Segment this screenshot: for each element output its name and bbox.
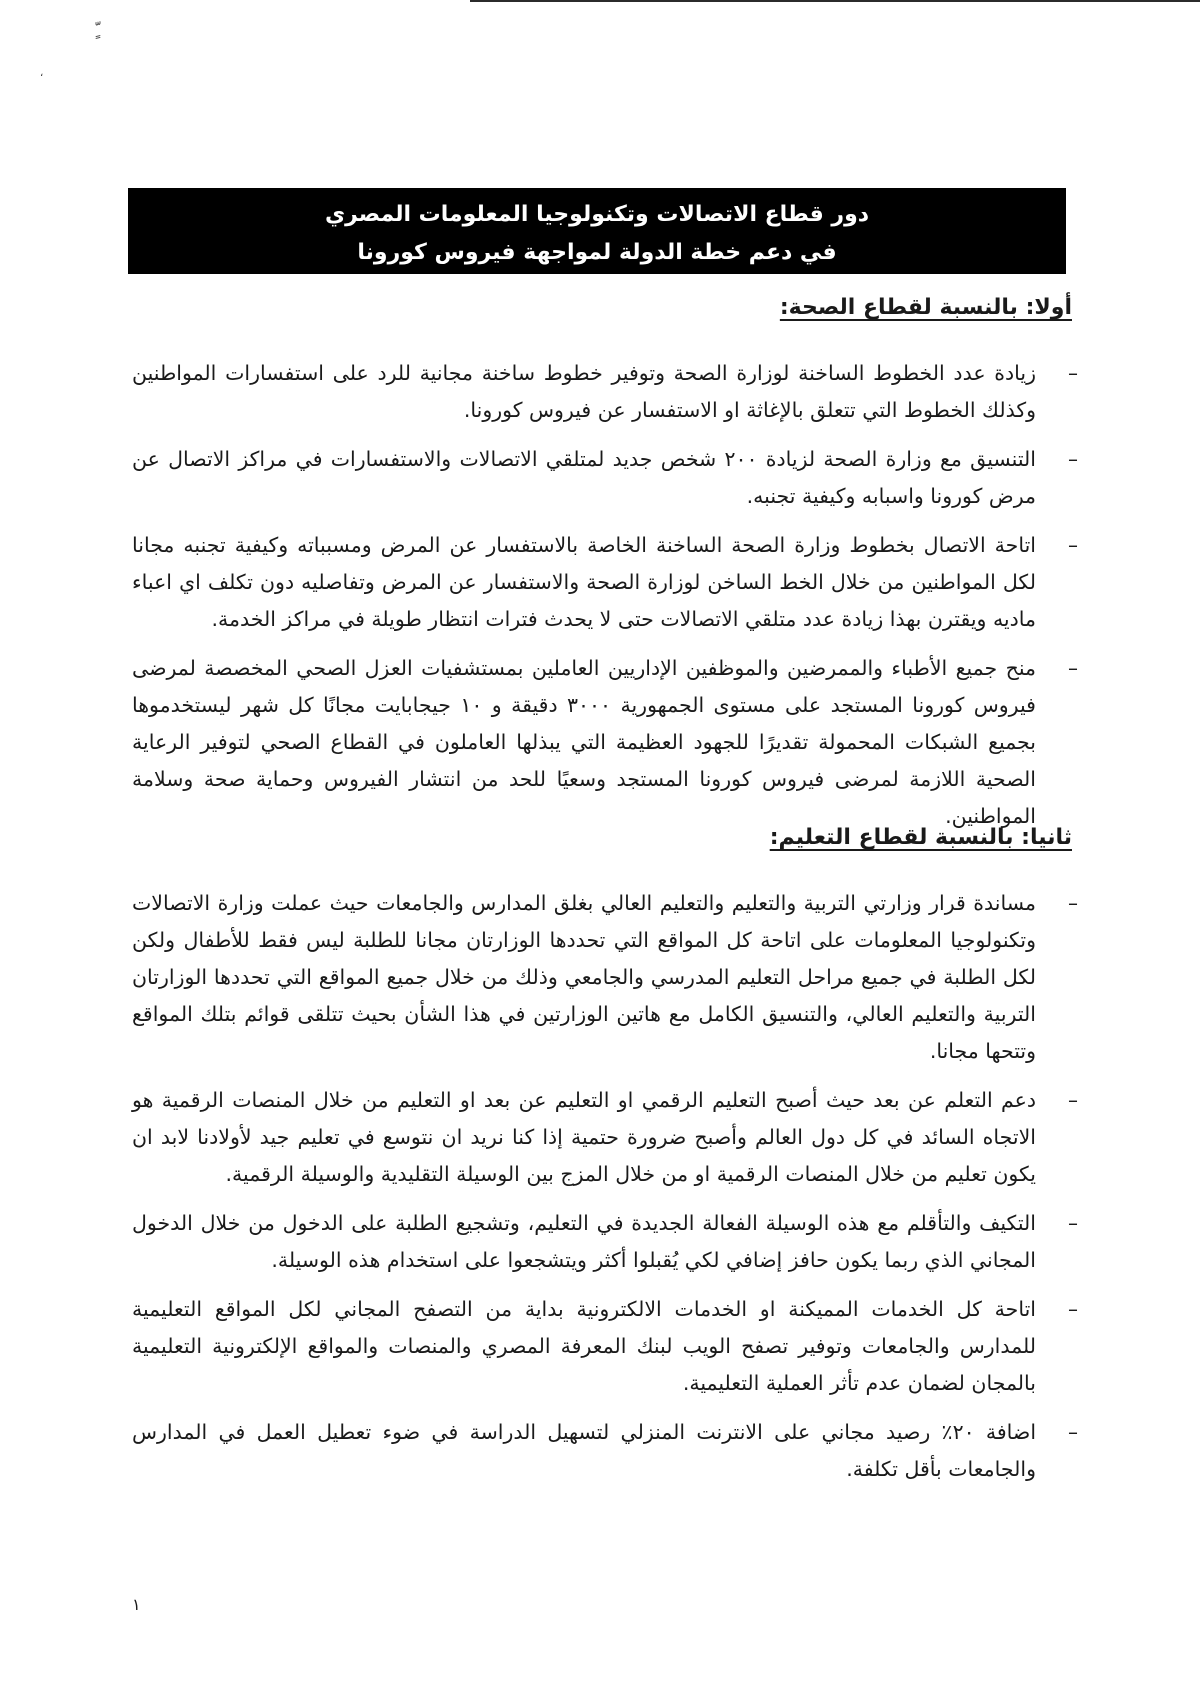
list-item — [132, 1082, 1082, 1193]
bullet-dash: – — [1068, 1420, 1078, 1444]
education-bullet-list — [132, 885, 1082, 1488]
bullet-text: مساندة قرار وزارتي التربية والتعليم والتعليم العالي بغلق المدارس والجامعات حيث عملت وزارة الاتصالات وتكنولوجيا المعلومات على اتاحة كل المواقع التي تحددها الوزارتان مجانا للطلبة ليس فقط للأطفال ولكن لكل الطلبة في جميع مراحل التعليم المدرسي والجامعي وذلك من خلال جميع المواقع التي تحددها الوزارتان التربية والتعليم العالي، والتنسيق الكامل مع هاتين الوزارتين في هذا الشأن بحيث تتلقى قوائم بتلك المواقع وتتحها مجانا. — [132, 891, 1036, 1063]
bullet-text: زيادة عدد الخطوط الساخنة لوزارة الصحة وتوفير خطوط ساخنة مجانية للرد على استفسارات المواطنين وكذلك الخطوط التي تتعلق بالإغاثة او الاستفسار عن فيروس كورونا. — [132, 361, 1036, 422]
scan-dot: ، — [40, 68, 44, 79]
page-number: ١ — [132, 1595, 141, 1614]
bullet-text: دعم التعلم عن بعد حيث أصبح التعليم الرقمي او التعليم عن بعد او التعليم من خلال المنصات الرقمية هو الاتجاه السائد في كل دول العالم وأصبح ضرورة حتمية إذا كنا نريد ان نتوسع في تعليم جيد لأولادنا لابد ان يكون تعليم من خلال المنصات الرقمية او من خلال المزج بين الوسيلة التقليدية والوسيلة الرقمية. — [132, 1088, 1036, 1186]
section-heading-health: أولا: بالنسبة لقطاع الصحة: — [779, 295, 1072, 320]
list-item — [132, 1414, 1082, 1488]
bullet-dash: – — [1068, 656, 1078, 680]
health-bullet-list — [132, 355, 1082, 835]
document-title-line-1: دور قطاع الاتصالات وتكنولوجيا المعلومات المصري — [324, 202, 870, 227]
bullet-dash: – — [1068, 1088, 1078, 1112]
bullet-dash: – — [1068, 533, 1078, 557]
bullet-text: التنسيق مع وزارة الصحة لزيادة ٢٠٠ شخص جديد لمتلقي الاتصالات والاستفسارات في مراكز الاتصال عن مرض كورونا واسبابه وكيفية تجنبه. — [132, 447, 1036, 508]
list-item — [132, 527, 1082, 638]
bullet-text: التكيف والتأقلم مع هذه الوسيلة الفعالة الجديدة في التعليم، وتشجيع الطلبة على الدخول من خلال الدخول المجاني الذي ربما يكون حافز إضافي لكي يُقبلوا أكثر ويتشجعوا على استخدام هذه الوسيلة. — [132, 1211, 1036, 1272]
list-item — [132, 1291, 1082, 1402]
bullet-text: اضافة ٢٠٪ رصيد مجاني على الانترنت المنزلي لتسهيل الدراسة في ضوء تعطيل العمل في المدارس والجامعات بأقل تكلفة. — [132, 1420, 1037, 1481]
document-title-line-2: في دعم خطة الدولة لمواجهة فيروس كورونا — [357, 240, 837, 265]
document-title-banner — [128, 188, 1066, 274]
bullet-dash: – — [1068, 361, 1078, 385]
list-item — [132, 355, 1082, 429]
bullet-dash: – — [1068, 891, 1078, 915]
list-item — [132, 650, 1082, 835]
bullet-text: منح جميع الأطباء والممرضين والموظفين الإداريين العاملين بمستشفيات العزل الصحي المخصصة لمرضى فيروس كورونا المستجد على مستوى الجمهورية ٣٠٠٠ دقيقة و ١٠ جيجابايت مجانًا كل شهر ليستخدموها بجميع الشبكات المحمولة تقديرًا للجهود العظيمة التي يبذلها العاملون في القطاع الصحي لتوفير الرعاية الصحية اللازمة لمرضى فيروس كورونا المستجد وسعيًا للحد من انتشار الفيروس وحماية صحة وسلامة المواطنين. — [132, 656, 1036, 828]
bullet-dash: – — [1068, 1297, 1078, 1321]
scan-top-edge-line — [470, 0, 1200, 2]
list-item — [132, 1205, 1082, 1279]
list-item — [132, 885, 1082, 1070]
section-heading-education: ثانيا: بالنسبة لقطاع التعليم: — [769, 825, 1072, 850]
bullet-dash: – — [1068, 447, 1078, 471]
bullet-dash: – — [1068, 1211, 1078, 1235]
bullet-text: اتاحة كل الخدمات المميكنة او الخدمات الالكترونية بداية من التصفح المجاني لكل المواقع التعليمية للمدارس والجامعات وتوفير تصفح الويب لبنك المعرفة المصري والمنصات والمواقع الإلكترونية التعليمية بالمجان لضمان عدم تأثر العملية التعليمية. — [132, 1297, 1036, 1395]
list-item — [132, 441, 1082, 515]
bullet-text: اتاحة الاتصال بخطوط وزارة الصحة الساخنة الخاصة بالاستفسار عن المرض ومسبباته وكيفية تجنبه مجانا لكل المواطنين من خلال الخط الساخن لوزارة الصحة والاستفسار عن المرض وتفاصليه دون تكلف اي اعباء ماديه ويقترن بهذا زيادة عدد متلقي الاتصالات حتى لا يحدث فترات انتظار طويلة في مراكز الخدمة. — [132, 533, 1036, 631]
